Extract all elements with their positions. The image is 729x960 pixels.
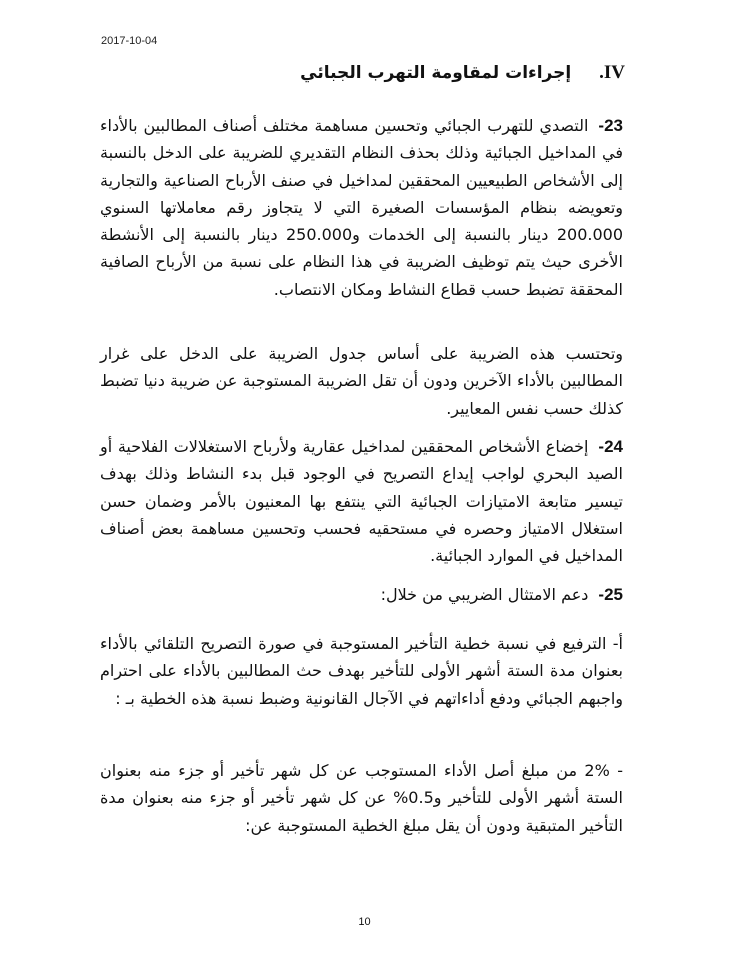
item-25-a	[100, 630, 623, 712]
item-text: دعم الامتثال الضريبي من خلال:	[380, 585, 589, 604]
section-heading	[300, 62, 625, 84]
paragraph-text: - 2% من مبلغ أصل الأداء المستوجب عن كل شهر تأخير أو جزء منه بعنوان الستة أشهر الأولى للتأخير و0.5% عن كل شهر تأخير أو جزء منه بعنوان مدة التأخير المتبقية ودون أن يقل مبلغ الخطية المستوجبة عن:	[100, 761, 623, 835]
item-24	[100, 433, 623, 569]
section-title: إجراءات لمقاومة التهرب الجبائي	[300, 63, 572, 83]
item-number: 23-	[598, 116, 623, 135]
page-number: 10	[358, 916, 371, 928]
document-date: 2017-10-04	[101, 35, 158, 47]
item-text: إخضاع الأشخاص المحققين لمداخيل عقارية ولأرباح الاستغلالات الفلاحية أو الصيد البحري لواجب إيداع التصريح في الوجود قبل بدء النشاط وذلك بهدف تيسير متابعة الامتيازات الجبائية التي ينتفع بها المعنيون بالأمر وضمان حسن استغلال الامتياز وحصره في مستحقيه فحسب وتحسين مساهمة بعض أصناف المداخيل في الموارد الجبائية.	[100, 437, 623, 566]
item-23	[100, 112, 623, 303]
item-23-continuation	[100, 340, 623, 422]
item-number: 25-	[598, 585, 623, 604]
item-25	[100, 581, 623, 608]
item-25-a-rate	[100, 757, 623, 839]
item-number: 24-	[598, 437, 623, 456]
paragraph-text: أ- الترفيع في نسبة خطية التأخير المستوجبة في صورة التصريح التلقائي بالأداء بعنوان مدة الستة أشهر الأولى للتأخير بهدف حث المطالبين بالأداء على احترام واجبهم الجبائي ودفع أداءاتهم في الآجال القانونية وضبط نسبة هذه الخطية بـ :	[100, 634, 623, 708]
item-text: التصدي للتهرب الجبائي وتحسين مساهمة مختلف أصناف المطالبين بالأداء في المداخيل الجبائية وذلك بحذف النظام التقديري للضريبة على الدخل بالنسبة إلى الأشخاص الطبيعيين المحققين لمداخيل في صنف الأرباح الصناعية والتجارية وتعويضه بنظام المؤسسات الصغيرة التي لا يتجاوز رقم معاملاتها السنوي 200.000 دينار بالنسبة إلى الخدمات و250.000 دينار بالنسبة إلى الأنشطة الأخرى حيث يتم توظيف الضريبة في هذا النظام على نسبة من الأرباح الصافية المحققة تضبط حسب قطاع النشاط ومكان الانتصاب.	[100, 116, 623, 299]
section-number: IV.	[599, 62, 625, 83]
paragraph-text: وتحتسب هذه الضريبة على أساس جدول الضريبة على الدخل على غرار المطالبين بالأداء الآخرين ودون أن تقل الضريبة المستوجبة عن ضريبة دنيا تضبط كذلك حسب نفس المعايير.	[100, 344, 623, 418]
